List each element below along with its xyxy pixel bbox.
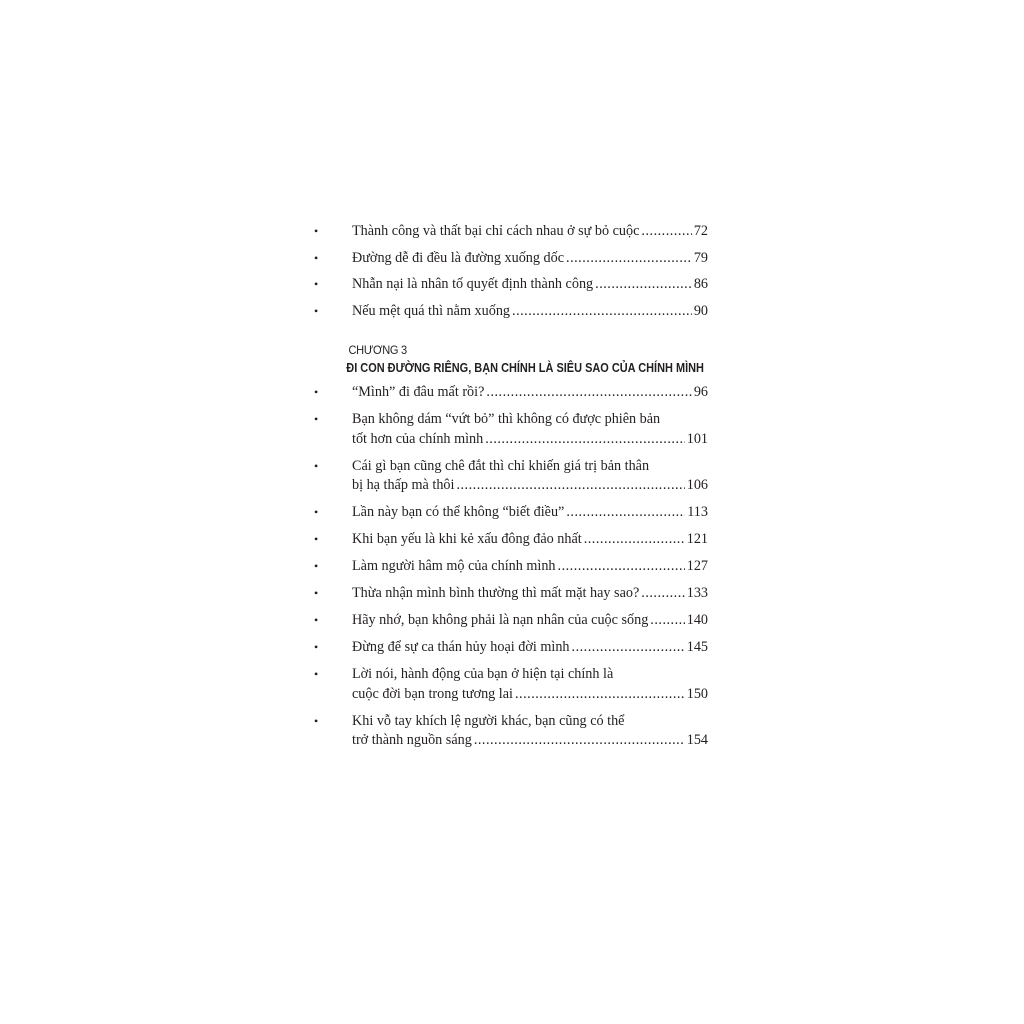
bullet-icon: • — [314, 713, 319, 728]
toc-entry — [308, 275, 708, 295]
toc-entry-title: tốt hơn của chính mình — [352, 430, 484, 447]
toc-entry-line: Lời nói, hành động của bạn ở hiện tại chính là — [352, 666, 614, 682]
toc-entry-title: trở thành nguồn sáng — [352, 732, 472, 748]
toc-entry-title: Hãy nhớ, bạn không phải là nạn nhân của cuộc sống — [352, 612, 649, 628]
page-number: 127 — [686, 558, 708, 574]
toc-entry — [308, 222, 708, 242]
bullet-icon: • — [314, 640, 319, 654]
dot-leader — [515, 685, 685, 705]
bullet-icon: • — [314, 250, 319, 265]
toc-entry — [308, 383, 708, 403]
dot-leader — [641, 584, 684, 604]
toc-entry — [308, 638, 708, 658]
dot-leader — [474, 731, 685, 751]
bullet-icon: • — [314, 277, 319, 291]
toc-entry — [308, 665, 708, 704]
dot-leader — [456, 476, 684, 496]
toc-entry-title: Đừng để sự ca thán hủy hoại đời mình — [352, 639, 570, 655]
dot-leader — [558, 557, 685, 577]
dot-leader — [595, 275, 692, 295]
toc-entry — [308, 557, 708, 577]
dot-leader — [485, 430, 684, 450]
bullet-icon: • — [314, 224, 319, 238]
toc-entry-title: bị hạ thấp mà thôi — [352, 477, 455, 493]
bullet-icon: • — [314, 385, 319, 399]
toc-entry — [308, 249, 708, 269]
toc-entry — [308, 410, 708, 449]
page-number: 72 — [693, 223, 708, 239]
toc-entry-title: cuộc đời bạn trong tương lai — [352, 685, 513, 702]
bullet-icon: • — [314, 458, 319, 473]
toc-entry — [308, 302, 708, 322]
toc-entry — [308, 503, 708, 523]
table-of-contents — [308, 222, 708, 751]
bullet-icon: • — [314, 303, 319, 318]
toc-entry-title: Thành công và thất bại chỉ cách nhau ở sự bỏ cuộc — [352, 223, 640, 239]
bullet-icon: • — [314, 667, 319, 681]
bullet-icon: • — [314, 559, 319, 573]
bullet-icon: • — [314, 532, 319, 546]
page-number: 121 — [686, 531, 708, 547]
dot-leader — [572, 638, 685, 658]
toc-entries-chapter-3 — [308, 383, 708, 751]
page-number: 113 — [687, 504, 708, 520]
page-number: 150 — [686, 685, 708, 702]
chapter-title: ĐI CON ĐƯỜNG RIÊNG, BẠN CHÍNH LÀ SIÊU SAO CỦA CHÍNH MÌNH — [346, 361, 704, 375]
page-number: 133 — [686, 585, 708, 601]
page-number: 90 — [693, 302, 708, 319]
bullet-icon: • — [314, 613, 319, 627]
toc-entry-line: Cái gì bạn cũng chê đắt thì chỉ khiến giá trị bản thân — [352, 457, 650, 474]
chapter-label: CHƯƠNG 3 — [348, 343, 407, 357]
page-number: 106 — [686, 477, 708, 493]
page-number: 101 — [686, 430, 708, 447]
toc-entries-before-chapter — [308, 222, 708, 321]
dot-leader — [641, 222, 691, 242]
dot-leader — [486, 383, 691, 403]
bullet-icon: • — [314, 412, 319, 426]
toc-entry-title: Lần này bạn có thể không “biết điều” — [352, 504, 565, 520]
dot-leader — [566, 249, 692, 269]
toc-entry-title: Thừa nhận mình bình thường thì mất mặt hay sao? — [352, 585, 640, 601]
dot-leader — [650, 611, 684, 631]
page-number: 145 — [686, 639, 708, 655]
toc-entry-title: Đường dễ đi đều là đường xuống dốc — [352, 249, 565, 266]
page-number: 96 — [693, 384, 708, 400]
dot-leader — [566, 503, 685, 523]
toc-entry — [308, 584, 708, 604]
toc-entry — [308, 530, 708, 550]
toc-entry — [308, 457, 708, 496]
toc-entry-title: Làm người hâm mộ của chính mình — [352, 558, 556, 574]
dot-leader — [584, 530, 685, 550]
toc-entry — [308, 611, 708, 631]
page-number: 86 — [693, 276, 708, 292]
page-number: 140 — [686, 612, 708, 628]
bullet-icon: • — [314, 505, 319, 519]
toc-entry-title: Nếu mệt quá thì nằm xuống — [352, 302, 511, 319]
toc-entry — [308, 712, 708, 751]
toc-entry-title: Khi bạn yếu là khi kẻ xấu đông đảo nhất — [352, 531, 582, 547]
toc-entry-line: Khi vỗ tay khích lệ người khác, bạn cũng có thể — [352, 712, 625, 729]
dot-leader — [512, 302, 692, 322]
toc-entry-title: “Mình” đi đâu mất rồi? — [352, 384, 485, 400]
bullet-icon: • — [314, 586, 319, 600]
page-number: 154 — [686, 732, 708, 748]
toc-entry-line: Bạn không dám “vứt bỏ” thì không có được phiên bản — [352, 411, 661, 427]
page-number: 79 — [693, 249, 708, 266]
toc-entry-title: Nhẫn nại là nhân tố quyết định thành công — [352, 276, 594, 292]
